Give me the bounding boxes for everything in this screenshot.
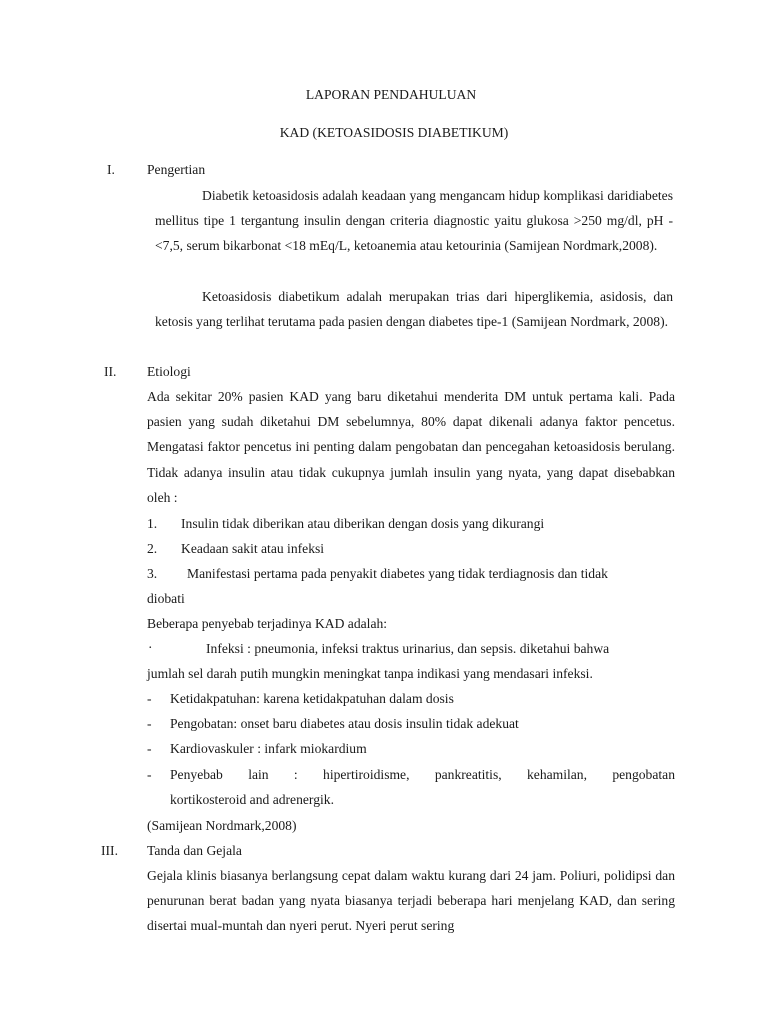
dash-item-text: Ketidakpatuhan: karena ketidakpatuhan dalam dosis xyxy=(170,691,454,706)
list-item xyxy=(147,566,675,582)
dash-item-continuation: kortikosteroid and adrenergik. xyxy=(170,792,334,807)
dash-item-text: Penyebab lain : hipertiroidisme, pankreatitis, kehamilan, pengobatan xyxy=(170,767,675,782)
causes-intro: Beberapa penyebab terjadinya KAD adalah: xyxy=(147,616,388,631)
dash-marker: - xyxy=(147,741,152,756)
document-title: LAPORAN PENDAHULUAN xyxy=(305,87,477,102)
list-number: 3. xyxy=(147,566,158,581)
section-1-numeral: I. xyxy=(107,162,115,177)
list-text: Insulin tidak diberikan atau diberikan dengan dosis yang dikurangi xyxy=(181,516,545,531)
dash-marker: - xyxy=(147,691,152,706)
list-number: 1. xyxy=(147,516,158,531)
section-3-paragraph-1: Gejala klinis biasanya berlangsung cepat dalam waktu kurang dari 24 jam. Poliuri, polidipsi dan penurunan berat badan yang nyata biasanya terjadi beberapa hari menjelang KAD, dan sering disertai mual-muntah dan nyeri perut. Nyeri perut sering xyxy=(147,868,675,934)
list-item-continuation: diobati xyxy=(147,591,185,606)
cause-1-line-2: jumlah sel darah putih mungkin meningkat tanpa indikasi yang mendasari infeksi. xyxy=(147,666,593,681)
section-3-numeral: III. xyxy=(101,843,118,858)
dash-item-text: Pengobatan: onset baru diabetes atau dosis insulin tidak adekuat xyxy=(170,716,519,731)
list-item xyxy=(147,516,544,532)
dash-item-text: Kardiovaskuler : infark miokardium xyxy=(170,741,367,756)
dash-marker: - xyxy=(147,767,152,782)
section-2-heading: Etiologi xyxy=(147,364,191,379)
section-3-heading: Tanda dan Gejala xyxy=(147,843,242,858)
list-item xyxy=(147,541,324,557)
cause-1-line-1: Infeksi : pneumonia, infeksi traktus urinarius, dan sepsis. diketahui bahwa xyxy=(206,641,610,656)
document-subtitle: KAD (KETOASIDOSIS DIABETIKUM) xyxy=(279,125,509,140)
section-1-paragraph-2: Ketoasidosis diabetikum adalah merupakan trias dari hiperglikemia, asidosis, dan ketosis yang terlihat terutama pada pasien dengan diabetes tipe-1 (Samijean Nordmark, 2008). xyxy=(155,289,673,330)
list-number: 2. xyxy=(147,541,158,556)
section-2-numeral: II. xyxy=(104,364,117,379)
citation: (Samijean Nordmark,2008) xyxy=(147,818,297,833)
bullet-marker: · xyxy=(148,640,153,655)
section-1-heading: Pengertian xyxy=(147,162,206,177)
list-text: Keadaan sakit atau infeksi xyxy=(181,541,325,556)
section-2-paragraph-1: Ada sekitar 20% pasien KAD yang baru diketahui menderita DM untuk pertama kali. Pada pasien yang sudah diketahui DM sebelumnya, 80% dapat dikenali adanya faktor pencetus. Mengatasi faktor pencetus ini penting dalam pengobatan dan pencegahan ketoasidosis berulang. Tidak adanya insulin atau tidak cukupnya jumlah insulin yang nyata, yang dapat disebabkan oleh : xyxy=(147,389,675,505)
section-1-paragraph-1: Diabetik ketoasidosis adalah keadaan yang mengancam hidup komplikasi daridiabetes mellitus tipe 1 tergantung insulin dengan criteria diagnostic yaitu glukosa >250 mg/dl, pH -<7,5, serum bikarbonat <18 mEq/L, ketoanemia atau ketourinia (Samijean Nordmark,2008). xyxy=(155,188,673,254)
list-text: Manifestasi pertama pada penyakit diabetes yang tidak terdiagnosis dan tidak xyxy=(187,566,608,581)
dash-marker: - xyxy=(147,716,152,731)
